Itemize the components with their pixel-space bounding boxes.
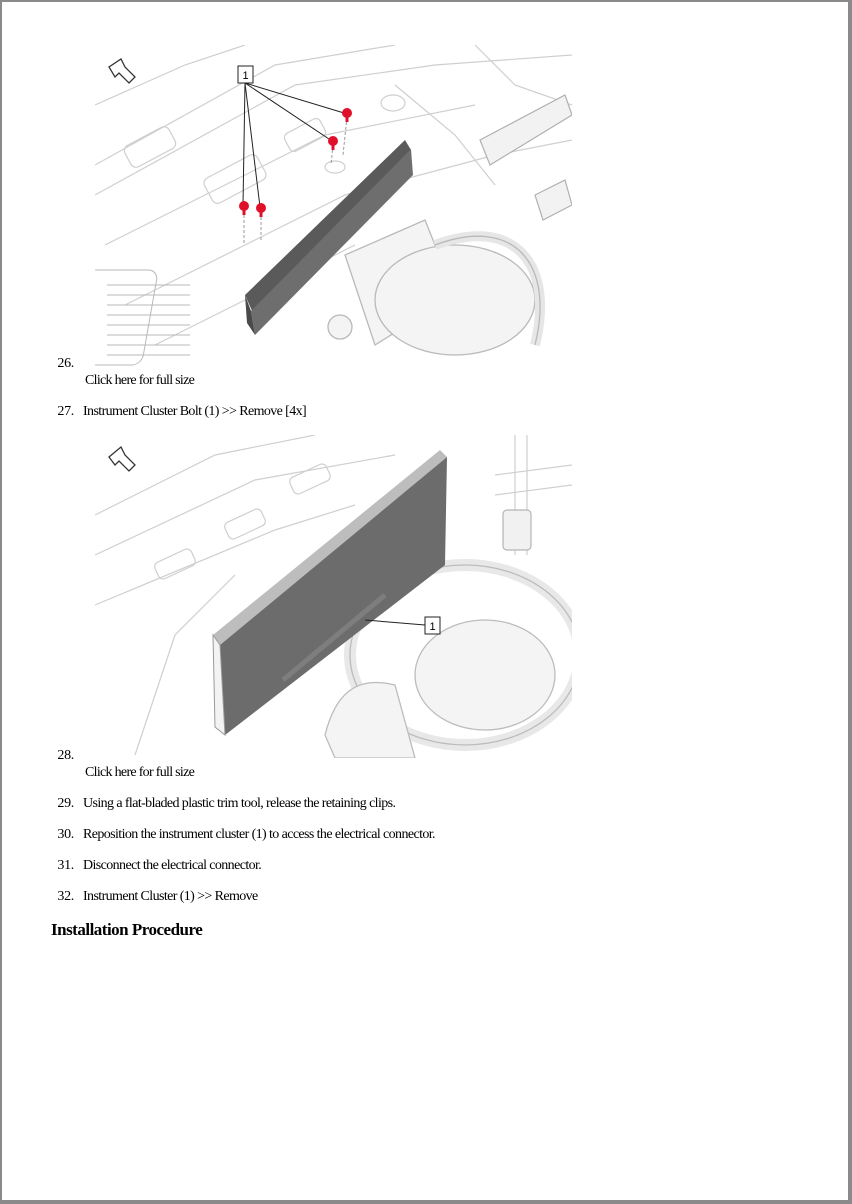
figure-number: 28. [57,748,74,763]
step-number: 30. [57,827,74,842]
step-text: Using a flat-bladed plastic trim tool, release the retaining clips. [83,796,396,811]
step-text: Instrument Cluster (1) >> Remove [83,889,258,904]
step-text: Disconnect the electrical connector. [83,858,262,873]
step-text: Instrument Cluster Bolt (1) >> Remove [4x] [83,404,307,419]
step-number: 31. [57,858,74,873]
figure-number: 26. [57,356,74,371]
figure-bolt-removal [95,45,572,368]
section-heading: Installation Procedure [51,920,203,939]
figure-cluster-removal [95,435,572,758]
full-size-link[interactable]: Click here for full size [85,765,195,780]
step-number: 32. [57,889,74,904]
figure-26-callout: 1 [242,70,249,82]
step-number: 27. [57,404,74,419]
step-number: 29. [57,796,74,811]
figure-28-callout: 1 [429,621,436,633]
step-text: Reposition the instrument cluster (1) to access the electrical connector. [83,827,435,842]
full-size-link[interactable]: Click here for full size [85,373,195,388]
